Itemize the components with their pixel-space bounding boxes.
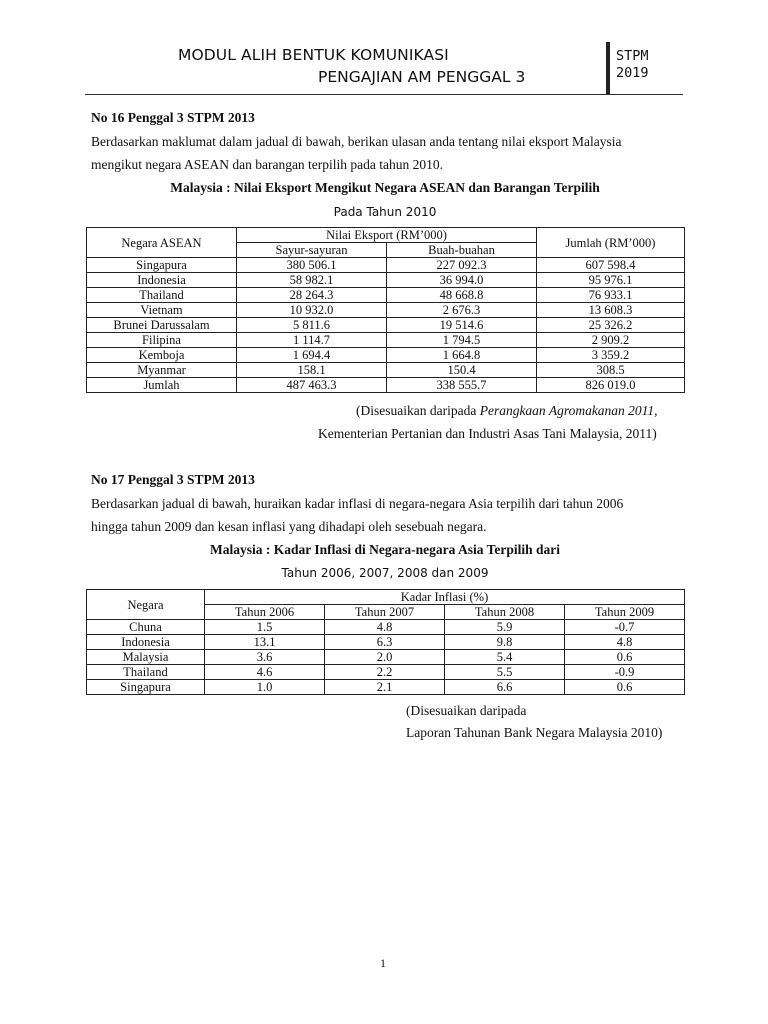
- table-row: [87, 635, 685, 650]
- table-row: [87, 348, 685, 363]
- table-row: [87, 665, 685, 680]
- table-cell: 5.9: [445, 620, 565, 635]
- table-row: [87, 318, 685, 333]
- page-number: 1: [380, 956, 386, 970]
- table-cell: 10 932.0: [237, 303, 387, 318]
- header-exam-label: [616, 48, 649, 82]
- table-cell: 9.8: [445, 635, 565, 650]
- table-cell: 1 694.4: [237, 348, 387, 363]
- table-cell: 0.6: [565, 650, 685, 665]
- table-cell: 158.1: [237, 363, 387, 378]
- q17-table-subcaption: Tahun 2006, 2007, 2008 dan 2009: [281, 566, 489, 580]
- table-cell: 0.6: [565, 680, 685, 695]
- row-label-cell: Thailand: [87, 288, 237, 303]
- table-cell: 5.5: [445, 665, 565, 680]
- table-header-row: [87, 590, 685, 605]
- table-cell: 13 608.3: [537, 303, 685, 318]
- table-cell: 338 555.7: [387, 378, 537, 393]
- table-cell: 1 114.7: [237, 333, 387, 348]
- q16-para-line1: Berdasarkan maklumat dalam jadual di bawah, berikan ulasan anda tentang nilai eksport Malaysia: [91, 134, 622, 149]
- table-cell: 5 811.6: [237, 318, 387, 333]
- table-cell: 4.8: [565, 635, 685, 650]
- q17-source-line1: (Disesuaikan daripada: [406, 703, 527, 718]
- q16-table-subcaption: Pada Tahun 2010: [333, 205, 437, 219]
- table-row: [87, 378, 685, 393]
- table-cell: 48 668.8: [387, 288, 537, 303]
- row-label-cell: Thailand: [87, 665, 205, 680]
- table-cell: 2 909.2: [537, 333, 685, 348]
- col-header-country: Negara ASEAN: [87, 228, 237, 258]
- row-label-cell: Jumlah: [87, 378, 237, 393]
- table-row: [87, 288, 685, 303]
- table-cell: 28 264.3: [237, 288, 387, 303]
- table-cell: 308.5: [537, 363, 685, 378]
- header-title-line1: MODUL ALIH BENTUK KOMUNIKASI: [178, 46, 449, 64]
- table-cell: 6.6: [445, 680, 565, 695]
- table-cell: 19 514.6: [387, 318, 537, 333]
- table-cell: 150.4: [387, 363, 537, 378]
- q16-source-prefix: (Disesuaikan daripada: [356, 403, 480, 418]
- table-cell: 826 019.0: [537, 378, 685, 393]
- table-row: [87, 650, 685, 665]
- row-label-cell: Vietnam: [87, 303, 237, 318]
- header-year: 2019: [616, 65, 649, 81]
- table-cell: 380 506.1: [237, 258, 387, 273]
- q16-paragraph: [91, 130, 691, 176]
- col-header-year: Tahun 2007: [325, 605, 445, 620]
- table-cell: 4.6: [205, 665, 325, 680]
- table-cell: 58 982.1: [237, 273, 387, 288]
- q17-paragraph: [91, 492, 691, 538]
- row-label-cell: Myanmar: [87, 363, 237, 378]
- col-header-year: Tahun 2009: [565, 605, 685, 620]
- col-header-country: Negara: [87, 590, 205, 620]
- table-cell: 95 976.1: [537, 273, 685, 288]
- row-label-cell: Kemboja: [87, 348, 237, 363]
- header-title-line2: PENGAJIAN AM PENGGAL 3: [318, 68, 526, 86]
- table-cell: -0.9: [565, 665, 685, 680]
- row-label-cell: Indonesia: [87, 635, 205, 650]
- table-row: [87, 333, 685, 348]
- table-cell: 1 664.8: [387, 348, 537, 363]
- table-row: [87, 258, 685, 273]
- table-cell: 3.6: [205, 650, 325, 665]
- col-header-vegetables: Sayur-sayuran: [237, 243, 387, 258]
- table-row: [87, 620, 685, 635]
- row-label-cell: Filipina: [87, 333, 237, 348]
- table-row: [87, 273, 685, 288]
- table-cell: 6.3: [325, 635, 445, 650]
- table-cell: 4.8: [325, 620, 445, 635]
- row-label-cell: Brunei Darussalam: [87, 318, 237, 333]
- row-label-cell: Chuna: [87, 620, 205, 635]
- q17-inflation-table: [86, 589, 685, 695]
- table-cell: 2.1: [325, 680, 445, 695]
- table-cell: 5.4: [445, 650, 565, 665]
- q17-table-caption: Malaysia : Kadar Inflasi di Negara-negara Asia Terpilih dari: [209, 542, 561, 557]
- q16-table-caption: Malaysia : Nilai Eksport Mengikut Negara ASEAN dan Barangan Terpilih: [170, 180, 600, 195]
- q17-para-line1: Berdasarkan jadual di bawah, huraikan kadar inflasi di negara-negara Asia terpilih dari tahun 2006: [91, 496, 624, 511]
- q16-para-line2: mengikut negara ASEAN dan barangan terpilih pada tahun 2010.: [91, 157, 444, 172]
- header-divider: [606, 42, 610, 94]
- page-header: [0, 0, 768, 100]
- row-label-cell: Singapura: [87, 680, 205, 695]
- table-cell: 1.0: [205, 680, 325, 695]
- q17-para-line2: hingga tahun 2009 dan kesan inflasi yang dihadapi oleh sesebuah negara.: [91, 519, 487, 534]
- table-cell: 3 359.2: [537, 348, 685, 363]
- col-header-export-value: Nilai Eksport (RM’000): [237, 228, 537, 243]
- table-cell: -0.7: [565, 620, 685, 635]
- table-cell: 1.5: [205, 620, 325, 635]
- table-cell: 25 326.2: [537, 318, 685, 333]
- q16-source-line2: Kementerian Pertanian dan Industri Asas Tani Malaysia, 2011): [318, 426, 657, 441]
- col-header-inflation: Kadar Inflasi (%): [205, 590, 685, 605]
- col-header-total: Jumlah (RM’000): [537, 228, 685, 258]
- row-label-cell: Indonesia: [87, 273, 237, 288]
- table-cell: 227 092.3: [387, 258, 537, 273]
- q16-source-line1: [356, 403, 658, 419]
- row-label-cell: Singapura: [87, 258, 237, 273]
- q16-source-title: Perangkaan Agromakanan 2011,: [479, 403, 658, 418]
- header-exam: STPM: [616, 48, 649, 64]
- q16-title: No 16 Penggal 3 STPM 2013: [91, 110, 255, 125]
- table-cell: 2.0: [325, 650, 445, 665]
- table-cell: 2.2: [325, 665, 445, 680]
- q17-source-line2: Laporan Tahunan Bank Negara Malaysia 2010): [406, 725, 663, 740]
- table-cell: 13.1: [205, 635, 325, 650]
- header-rule: [85, 94, 683, 95]
- table-cell: 76 933.1: [537, 288, 685, 303]
- q16-export-table: [86, 227, 685, 393]
- table-row: [87, 680, 685, 695]
- col-header-year: Tahun 2006: [205, 605, 325, 620]
- table-cell: 36 994.0: [387, 273, 537, 288]
- q17-title: No 17 Penggal 3 STPM 2013: [91, 472, 255, 487]
- table-header-row: [87, 228, 685, 243]
- table-row: [87, 303, 685, 318]
- table-row: [87, 363, 685, 378]
- col-header-year: Tahun 2008: [445, 605, 565, 620]
- col-header-fruits: Buah-buahan: [387, 243, 537, 258]
- table-cell: 607 598.4: [537, 258, 685, 273]
- table-cell: 1 794.5: [387, 333, 537, 348]
- row-label-cell: Malaysia: [87, 650, 205, 665]
- table-cell: 2 676.3: [387, 303, 537, 318]
- table-cell: 487 463.3: [237, 378, 387, 393]
